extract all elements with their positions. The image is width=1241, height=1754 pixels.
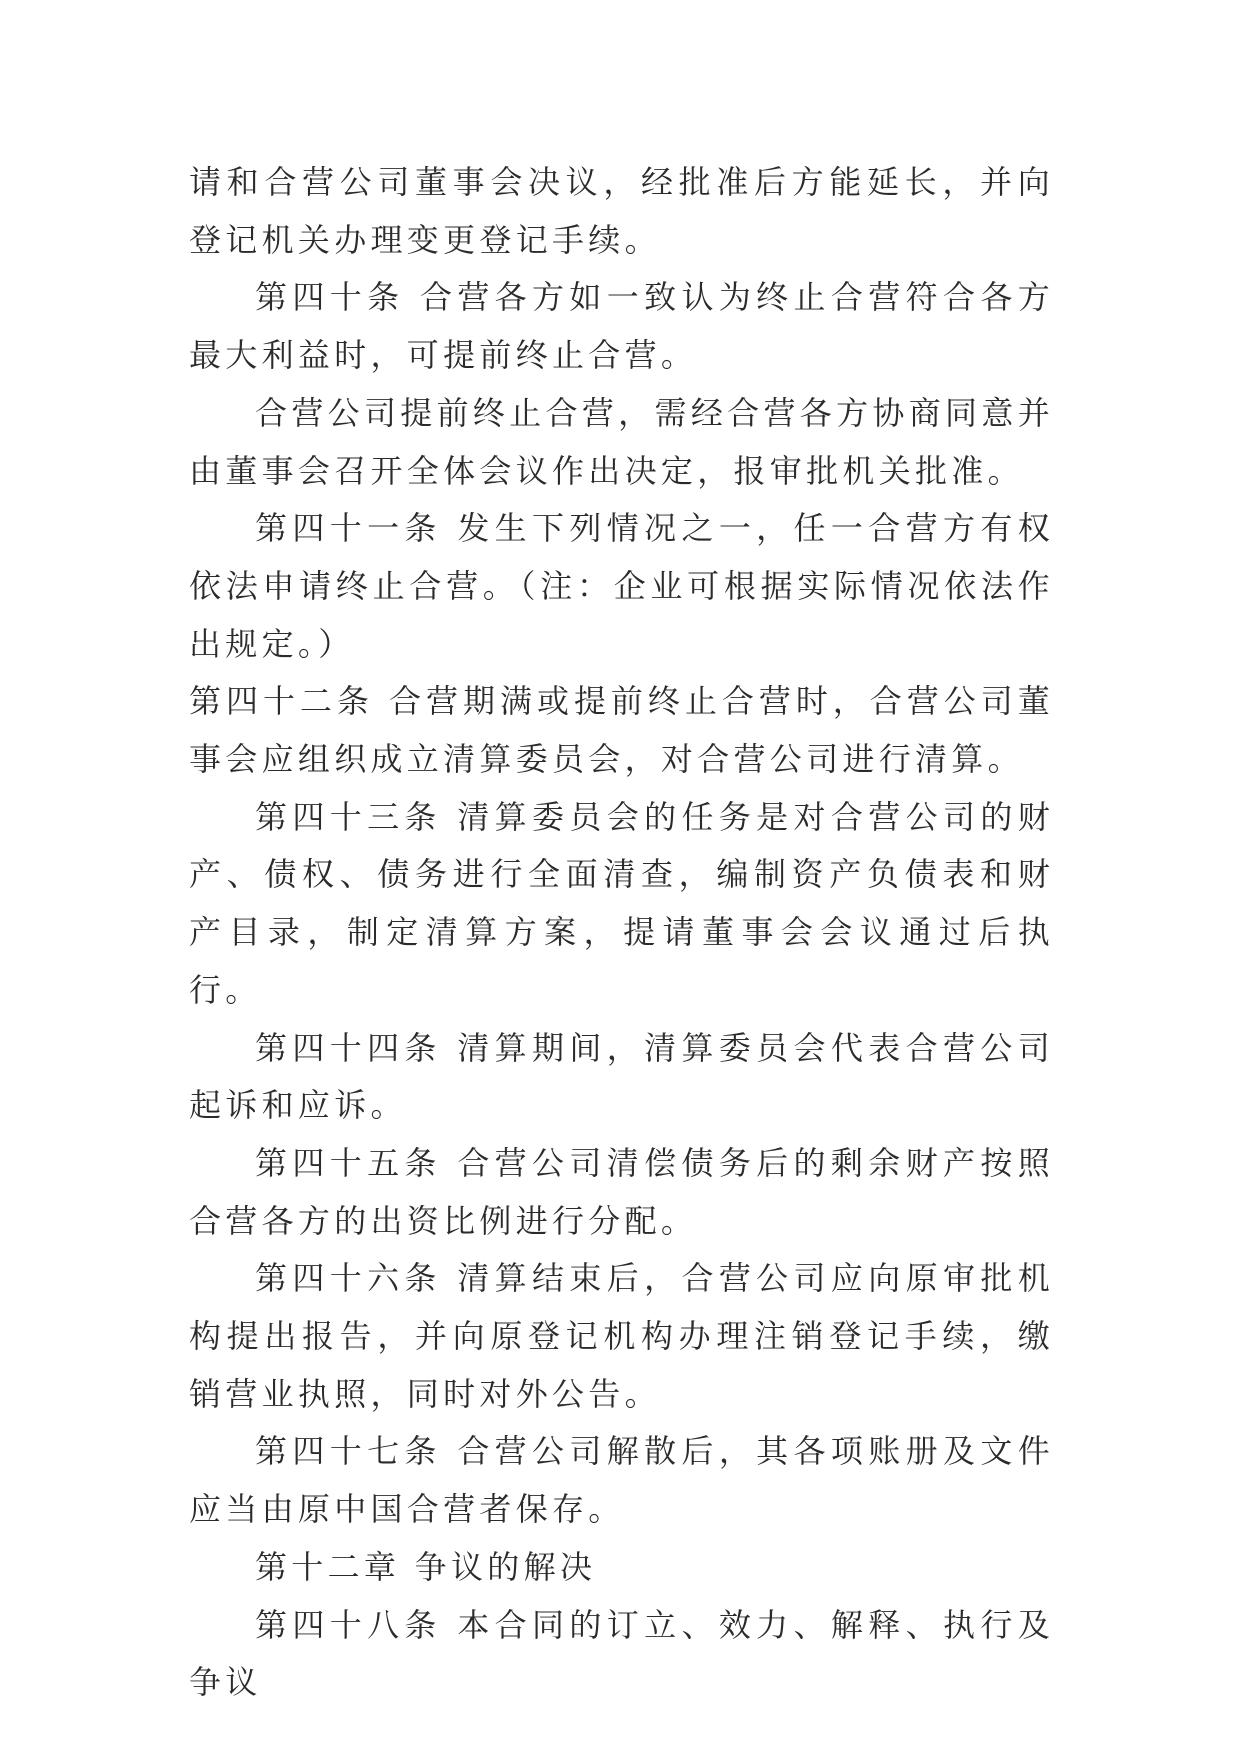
paragraph-continuation: 请和合营公司董事会决议，经批准后方能延长，并向登记机关办理变更登记手续。 — [189, 163, 1054, 259]
article-41-text: 第四十一条 发生下列情况之一，任一合营方有权依法申请终止合营。 — [189, 509, 1054, 605]
article-45: 第四十五条 合营公司清偿债务后的剩余财产按照合营各方的出资比例进行分配。 — [189, 1143, 1054, 1240]
article-41-note: （注：企业可根据实际情况依法作出规定。） — [189, 566, 1054, 663]
article-43: 第四十三条 清算委员会的任务是对合营公司的财产、债权、债务进行全面清查，编制资产负债表和财产目录，制定清算方案，提请董事会会议通过后执行。 — [189, 797, 1054, 1009]
document-body — [189, 154, 1054, 1712]
chapter-12-heading: 第十二章 争议的解决 — [255, 1547, 597, 1586]
article-47: 第四十七条 合营公司解散后，其各项账册及文件应当由原中国合营者保存。 — [189, 1432, 1054, 1529]
article-46: 第四十六条 清算结束后，合营公司应向原审批机构提出报告，并向原登记机构办理注销登记手续，缴销营业执照，同时对外公告。 — [189, 1259, 1054, 1413]
article-41 — [189, 500, 1054, 673]
article-40-paragraph-2: 合营公司提前终止合营，需经合营各方协商同意并由董事会召开全体会议作出决定，报审批机关批准。 — [189, 393, 1054, 490]
article-48: 第四十八条 本合同的订立、效力、解释、执行及争议 — [189, 1605, 1054, 1702]
article-44: 第四十四条 清算期间，清算委员会代表合营公司起诉和应诉。 — [189, 1028, 1054, 1125]
article-42: 第四十二条 合营期满或提前终止合营时，合营公司董事会应组织成立清算委员会，对合营公司进行清算。 — [189, 682, 1054, 779]
article-40: 第四十条 合营各方如一致认为终止合营符合各方最大利益时，可提前终止合营。 — [189, 278, 1054, 375]
